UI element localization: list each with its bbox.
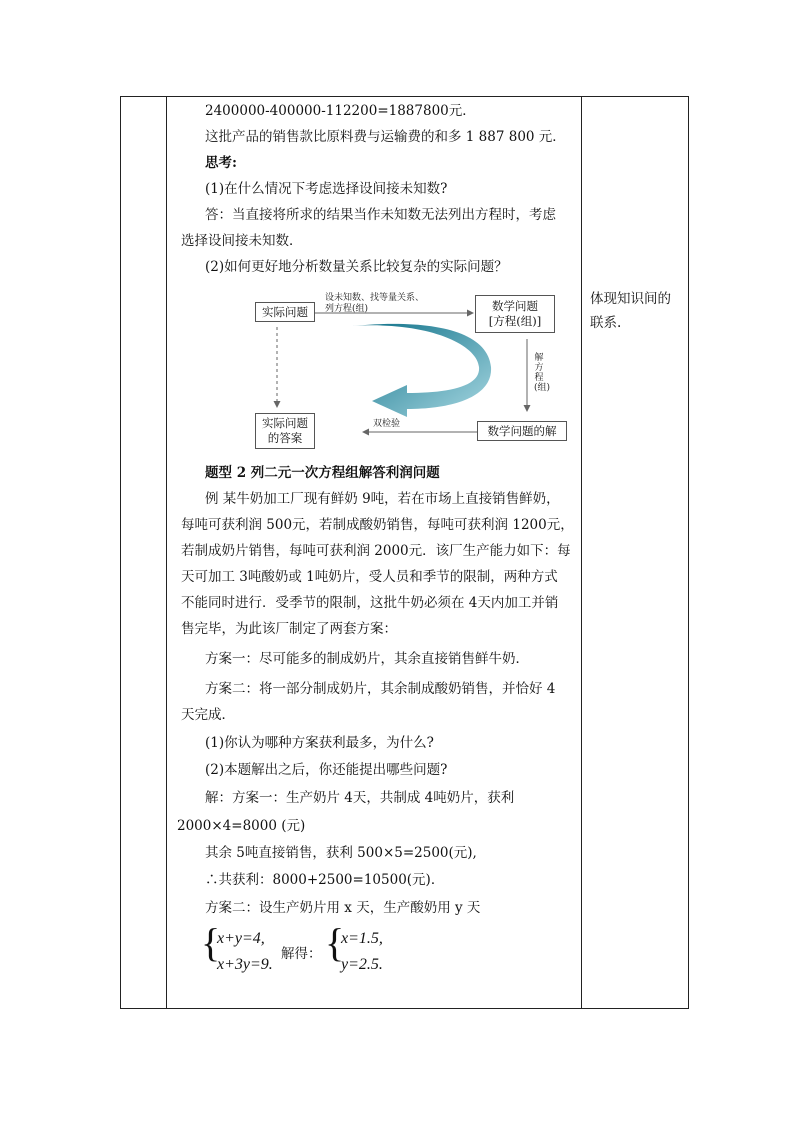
solution-3: 其余 5吨直接销售，获利 500×5=2500(元), — [205, 845, 477, 861]
plan-2-cont: 天完成． — [181, 707, 235, 723]
solution-4: ∴共获利：8000+2500=10500(元)． — [205, 872, 445, 888]
equation-1: x+y=4, — [217, 930, 265, 947]
text-line-5: 答：当直接将所求的结果当作未知数无法列出方程时，考虑 — [205, 207, 556, 223]
right-brace: { — [325, 920, 345, 965]
solution-2: 2000×4=8000 (元) — [177, 818, 306, 834]
text-line-6: 选择设间接未知数． — [181, 233, 303, 249]
solution-y: y=2.5. — [341, 956, 383, 973]
box-math-solution: 数学问题的解 — [477, 421, 567, 441]
box-real-problem: 实际问题 — [255, 302, 315, 322]
solution-x: x=1.5, — [341, 930, 383, 947]
solution-1: 解：方案一：生产奶片 4天，共制成 4吨奶片，获利 — [205, 790, 515, 806]
box-math-problem: 数学问题 [方程(组)] — [475, 295, 555, 333]
text-line-7: (2)如何更好地分析数量关系比较复杂的实际问题？ — [205, 259, 508, 275]
example-line-3: 若制成奶片销售，每吨可获利润 2000元．该厂生产能力如下：每 — [181, 543, 571, 559]
plan-1: 方案一：尽可能多的制成奶片，其余直接销售鲜牛奶． — [205, 651, 529, 667]
equation-2: x+3y=9. — [217, 956, 273, 973]
curved-arrow-icon — [352, 324, 491, 417]
question-2: (2)本题解出之后，你还能提出哪些问题? — [205, 762, 448, 778]
example-line-5: 不能同时进行．受季节的限制，这批牛奶必须在 4天内加工并销 — [181, 595, 559, 611]
example-line-1: 例 某牛奶加工厂现有鲜奶 9吨，若在市场上直接销售鲜奶， — [205, 491, 560, 507]
column-notes — [582, 97, 688, 1008]
example-line-4: 天可加工 3吨酸奶或 1吨奶片，受人员和季节的限制，两种方式 — [181, 569, 558, 585]
section-heading: 题型 2 列二元一次方程组解答利润问题 — [205, 465, 440, 481]
text-line-4: (1)在什么情况下考虑选择设间接未知数? — [205, 181, 448, 197]
left-brace: { — [201, 920, 221, 965]
column-content — [167, 97, 582, 1008]
example-line-2: 每吨可获利润 500元，若制成酸奶销售，每吨可获利润 1200元， — [181, 517, 574, 533]
plan-2: 方案二：将一部分制成奶片，其余制成酸奶销售，并恰好 4 — [205, 681, 556, 697]
box-real-answer: 实际问题 的答案 — [255, 413, 315, 449]
label-top: 设未知数、找等量关系、 列方程(组) — [325, 293, 425, 314]
question-1: (1)你认为哪种方案获利最多，为什么? — [205, 735, 434, 751]
text-line-1: 2400000-400000-112200=1887800元． — [205, 103, 476, 119]
label-right: 解方程(组) — [534, 353, 551, 393]
label-bottom: 双检验 — [373, 419, 401, 429]
lesson-table — [120, 96, 689, 1009]
solution-5: 方案二：设生产奶片用 x 天，生产酸奶用 y 天 — [205, 900, 481, 916]
note-line-2: 联系. — [590, 315, 622, 331]
solve-label: 解得： — [281, 946, 322, 962]
example-line-6: 售完毕，为此该厂制定了两套方案： — [181, 621, 397, 637]
column-left — [121, 97, 167, 1008]
think-heading: 思考: — [205, 155, 237, 171]
note-line-1: 体现知识间的 — [590, 291, 671, 307]
text-line-2: 这批产品的销售款比原料费与运输费的和多 1 887 800 元． — [205, 129, 566, 145]
